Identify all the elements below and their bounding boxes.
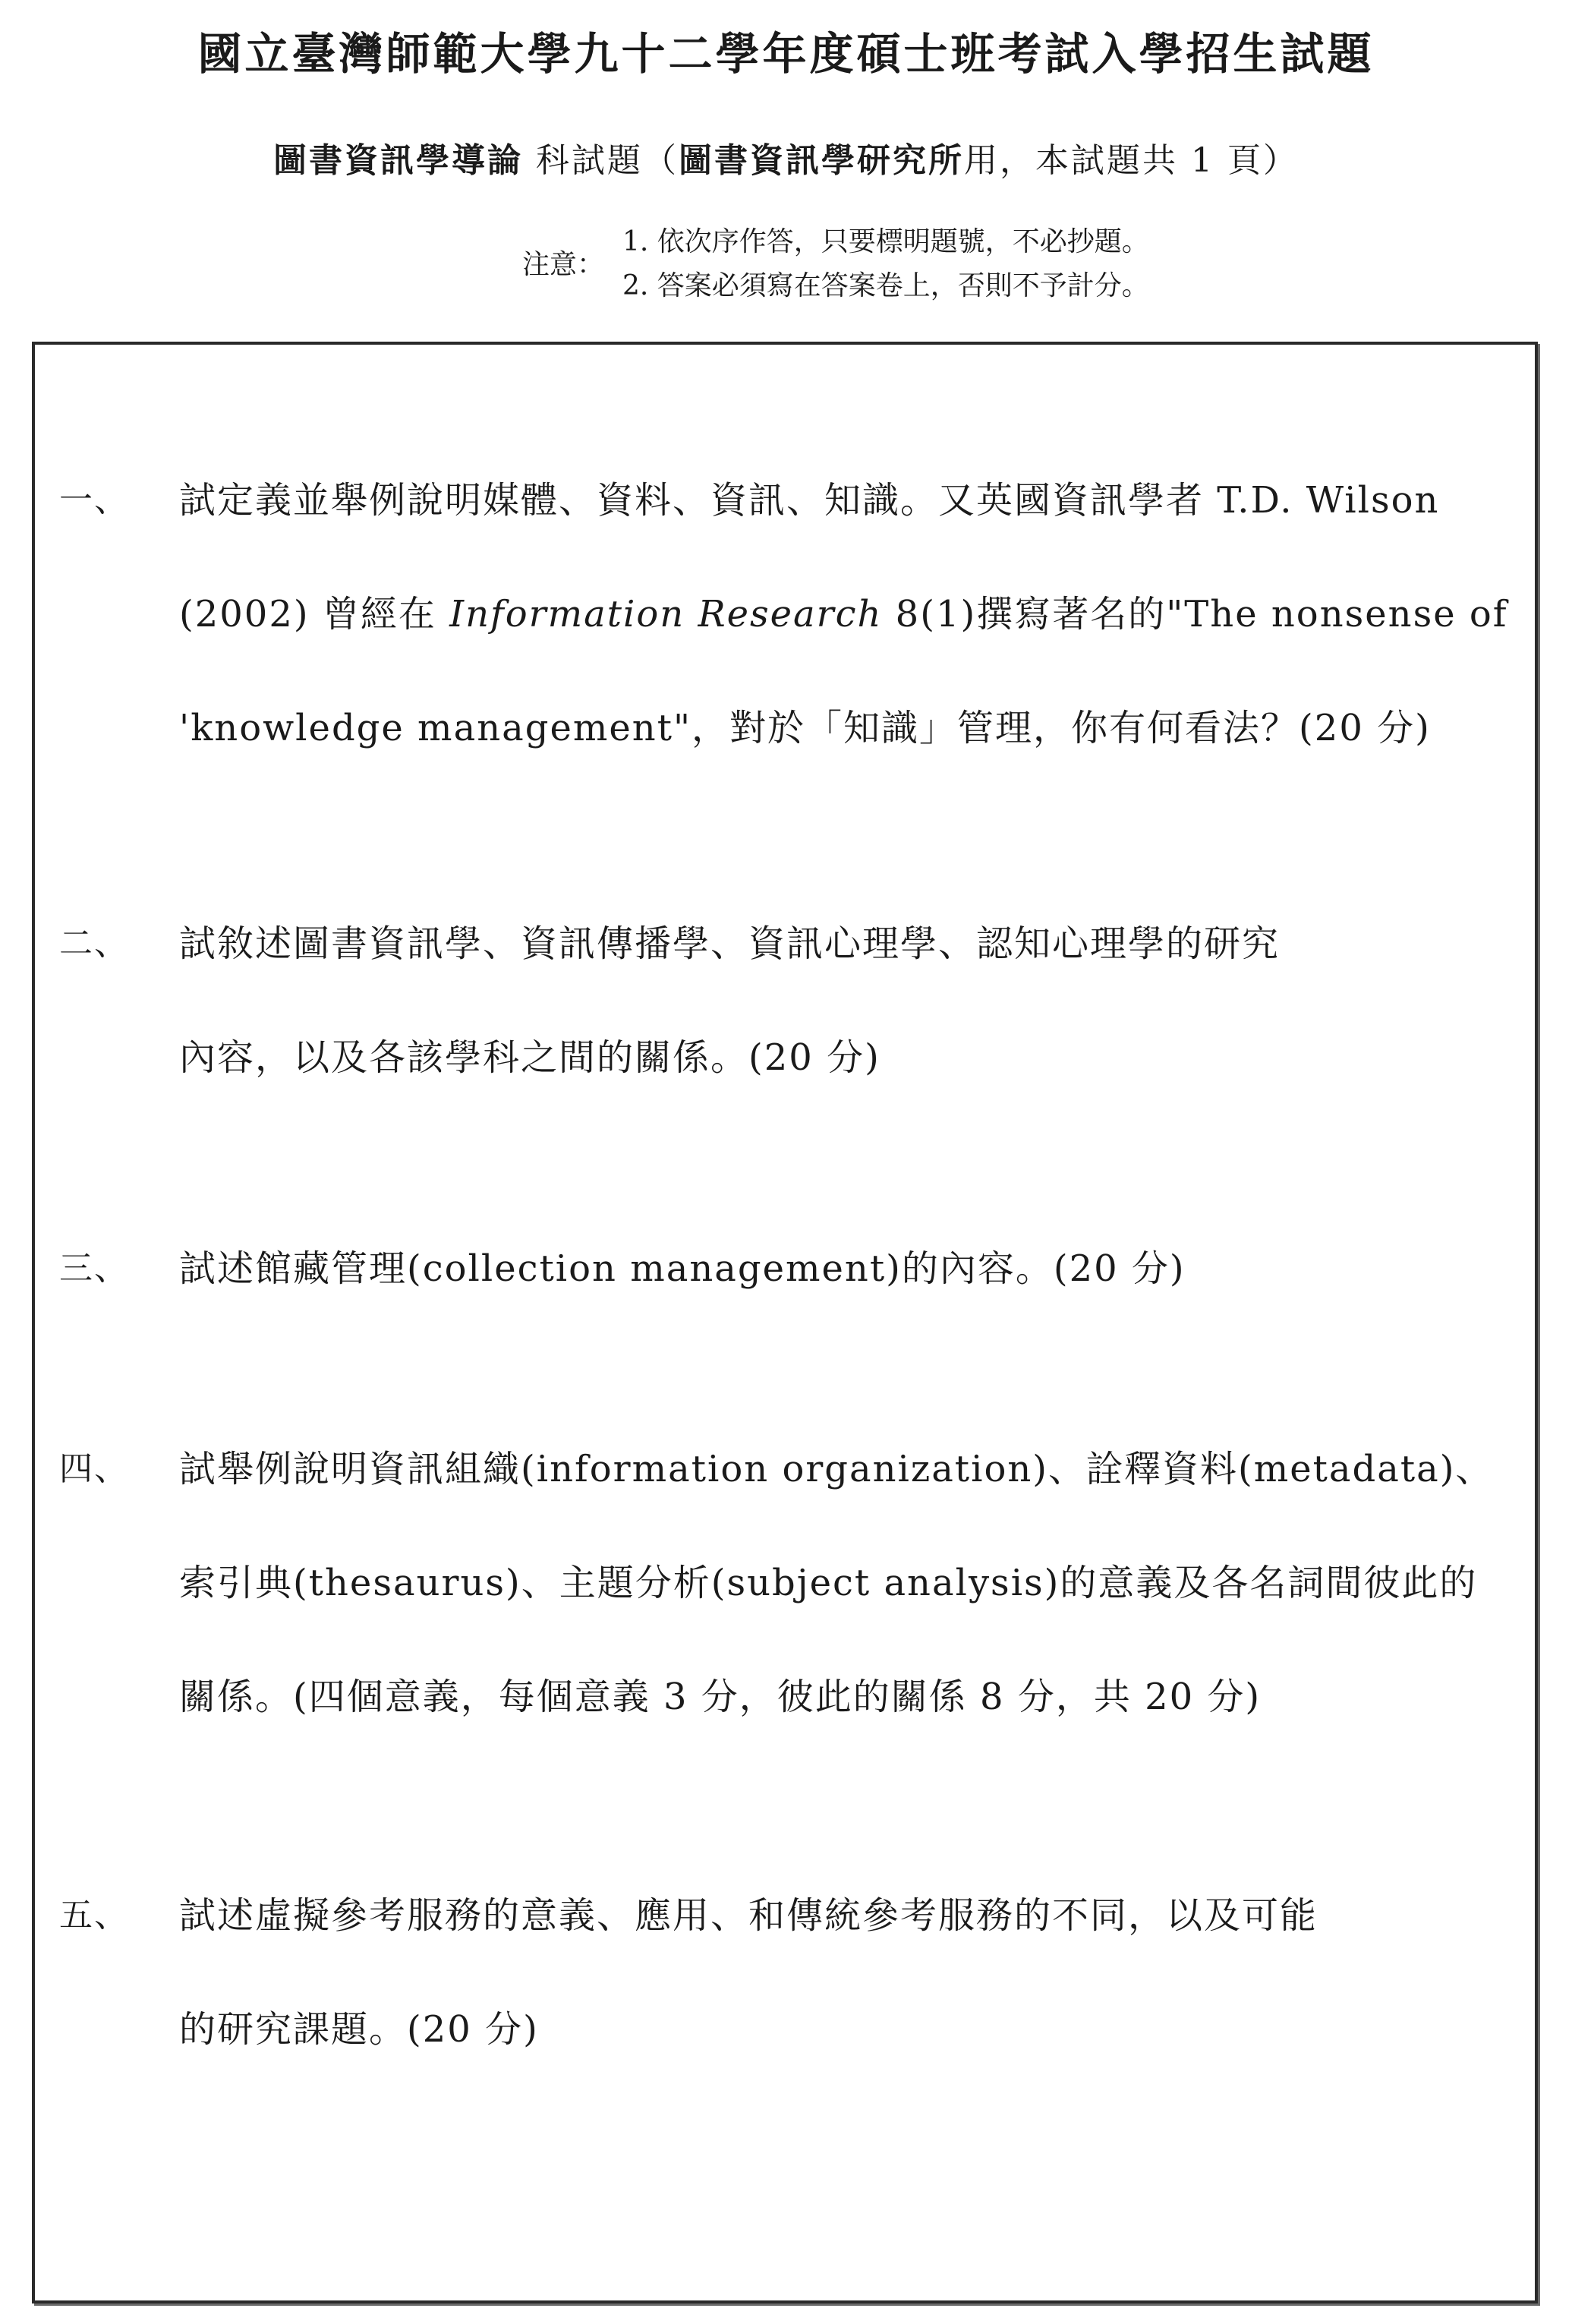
question-line: 的研究課題。(20 分) bbox=[179, 2008, 539, 2051]
question-number: 二、 bbox=[59, 924, 129, 963]
notice-label: 注意： bbox=[522, 249, 605, 280]
question-line-end: 8(1)撰寫著名的"The nonsense of bbox=[882, 593, 1508, 635]
department-suffix: 用，本試題共 1 頁） bbox=[964, 141, 1299, 180]
question-frame bbox=[32, 342, 1538, 2304]
question-text bbox=[179, 1412, 1523, 1754]
exam-title: 國立臺灣師範大學九十二學年度碩士班考試入學招生試題 bbox=[197, 28, 1375, 80]
question-text bbox=[179, 1859, 1523, 2086]
question-number: 五、 bbox=[59, 1896, 129, 1935]
question-line-start: (2002) 曾經在 bbox=[179, 593, 450, 635]
question-line bbox=[179, 557, 1523, 671]
notice-item: 1. 依次序作答，只要標明題號，不必抄題。 bbox=[622, 226, 1149, 257]
question-line: 試敘述圖書資訊學、資訊傳播學、資訊心理學、認知心理學的研究 bbox=[179, 922, 1281, 965]
notice-block bbox=[522, 220, 1357, 311]
question-line: 關係。(四個意義，每個意義 3 分，彼此的關係 8 分，共 20 分) bbox=[179, 1676, 1262, 1718]
question-line: 試述館藏管理(collection management)的內容。(20 分) bbox=[179, 1247, 1186, 1290]
question-line: 內容，以及各該學科之間的關係。(20 分) bbox=[179, 1036, 881, 1079]
notice-list bbox=[622, 220, 1149, 308]
question-text bbox=[179, 1212, 1523, 1326]
question-number: 一、 bbox=[59, 481, 129, 519]
question-number: 四、 bbox=[59, 1449, 129, 1488]
question-number: 三、 bbox=[59, 1249, 129, 1288]
question-line: 試舉例說明資訊組織(information organization)、詮釋資料(metadata)、 bbox=[179, 1448, 1494, 1490]
notice-item: 2. 答案必須寫在答案卷上，否則不予計分。 bbox=[622, 270, 1149, 301]
subject-suffix: 科試題（ bbox=[523, 141, 679, 180]
journal-title: Information Research bbox=[449, 593, 883, 635]
question-line: 試定義並舉例說明媒體、資料、資訊、知識。又英國資訊學者 T.D. Wilson bbox=[179, 479, 1440, 522]
question-text bbox=[179, 887, 1523, 1115]
question-line: 試述虛擬參考服務的意義、應用、和傳統參考服務的不同，以及可能 bbox=[179, 1894, 1318, 1937]
question-line: 索引典(thesaurus)、主題分析(subject analysis)的意義及各名詞間彼此的 bbox=[179, 1562, 1478, 1604]
question-line: 'knowledge management"，對於「知識」管理，你有何看法？(20 分) bbox=[179, 707, 1431, 749]
department-name: 圖書資訊學研究所 bbox=[679, 141, 965, 180]
subject-name: 圖書資訊學導論 bbox=[273, 141, 524, 180]
question-text bbox=[179, 443, 1523, 785]
exam-subtitle bbox=[0, 131, 1572, 191]
